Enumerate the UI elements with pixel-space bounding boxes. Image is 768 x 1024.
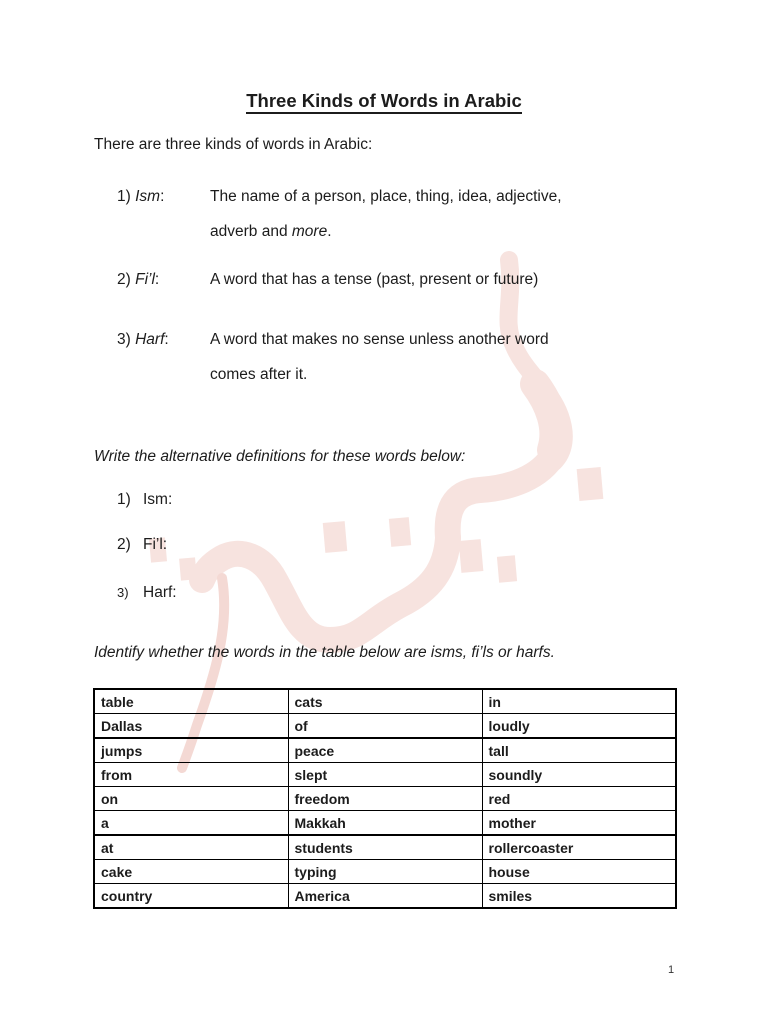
table-row — [94, 689, 676, 714]
table-cell: at — [94, 835, 288, 860]
definition-text: A word that has a tense (past, present or future) — [210, 271, 539, 288]
fill-item-ism — [117, 482, 172, 517]
fill-item-fil — [117, 527, 167, 562]
term-harf: Harf — [135, 331, 165, 348]
fill-item-harf — [117, 575, 177, 610]
term-fil: Fi’l — [135, 271, 155, 288]
table-cell: peace — [288, 738, 482, 763]
table-row — [94, 811, 676, 836]
definition-item-ism: 1) Ism: The name of a person, place, thing, idea, adjective, adverb and more. — [117, 179, 562, 249]
table-cell: slept — [288, 763, 482, 787]
table-cell: of — [288, 714, 482, 739]
table-row — [94, 835, 676, 860]
fill-label-fil: Fi’l: — [143, 536, 168, 553]
fill-label-harf: Harf: — [143, 584, 177, 601]
intro-paragraph: There are three kinds of words in Arabic: — [94, 136, 373, 153]
table-row — [94, 738, 676, 763]
table-cell: house — [482, 860, 676, 884]
table-cell: jumps — [94, 738, 288, 763]
table-cell: cats — [288, 689, 482, 714]
table-cell: table — [94, 689, 288, 714]
definition-text: A word that makes no sense unless another word comes after it. — [210, 331, 549, 383]
table-cell: students — [288, 835, 482, 860]
table-cell: in — [482, 689, 676, 714]
table-cell: loudly — [482, 714, 676, 739]
table-cell: Dallas — [94, 714, 288, 739]
item-number: 1) — [117, 188, 131, 205]
table-cell: a — [94, 811, 288, 836]
table-cell: mother — [482, 811, 676, 836]
table-cell: rollercoaster — [482, 835, 676, 860]
table-cell: smiles — [482, 884, 676, 909]
table-cell: from — [94, 763, 288, 787]
table-cell: cake — [94, 860, 288, 884]
table-cell: soundly — [482, 763, 676, 787]
item-number: 3) — [117, 585, 129, 600]
item-number: 1) — [117, 491, 131, 508]
exercise2-prompt: Identify whether the words in the table below are isms, fi’ls or harfs. — [94, 644, 555, 661]
table-cell: red — [482, 787, 676, 811]
item-number: 3) — [117, 331, 131, 348]
item-number: 2) — [117, 536, 131, 553]
definition-item-harf: 3) Harf: A word that makes no sense unless another word comes after it. — [117, 322, 549, 392]
table-row — [94, 884, 676, 909]
table-cell: typing — [288, 860, 482, 884]
page-title: Three Kinds of Words in Arabic — [0, 86, 768, 116]
item-number: 2) — [117, 271, 131, 288]
definition-item-fil: 2) Fi’l: A word that has a tense (past, present or future) — [117, 262, 538, 297]
fill-label-ism: Ism: — [143, 491, 173, 508]
table-cell: Makkah — [288, 811, 482, 836]
table-cell: country — [94, 884, 288, 909]
table-cell: America — [288, 884, 482, 909]
word-classification-table — [93, 688, 677, 909]
term-ism: Ism — [135, 188, 161, 205]
table-row — [94, 714, 676, 739]
table-cell: tall — [482, 738, 676, 763]
exercise1-prompt: Write the alternative definitions for these words below: — [94, 448, 466, 465]
page-number: 1 — [668, 964, 675, 976]
table-cell: freedom — [288, 787, 482, 811]
definition-text: The name of a person, place, thing, idea, adjective, adverb and more. — [210, 188, 562, 240]
table-row — [94, 787, 676, 811]
table-cell: on — [94, 787, 288, 811]
table-row — [94, 860, 676, 884]
table-row — [94, 763, 676, 787]
